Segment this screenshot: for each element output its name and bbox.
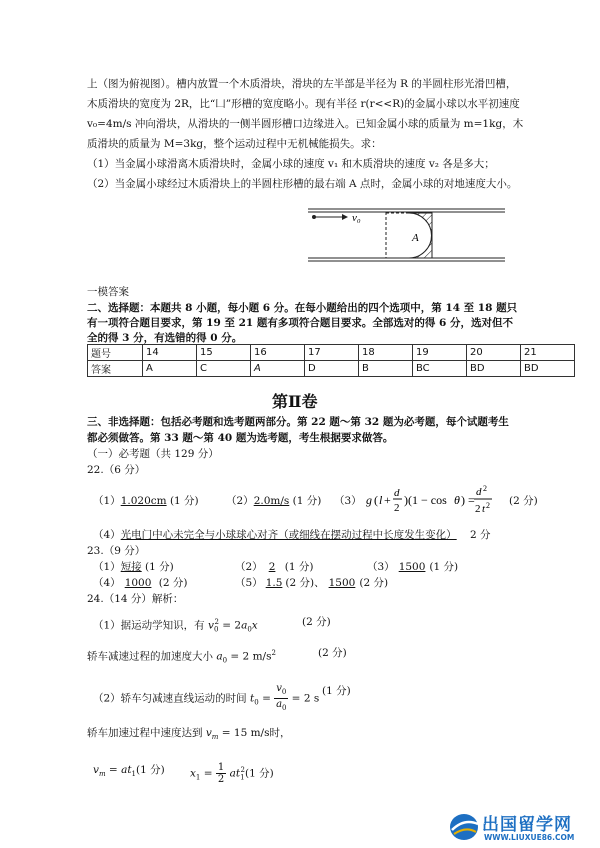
- watermark-logo: [448, 810, 596, 846]
- table-row: [88, 361, 575, 377]
- q22-part1: （1）1.020cm (1 分): [93, 495, 199, 507]
- table-cell: BC: [413, 361, 467, 377]
- table-cell: 答案: [88, 361, 143, 377]
- svg-text:θ: θ: [454, 493, 460, 507]
- svg-text:2: 2: [483, 484, 487, 493]
- metal-ball: [312, 215, 316, 219]
- required-heading: （一）必考题（共 129 分）: [87, 448, 219, 460]
- svg-text:2: 2: [475, 503, 481, 515]
- table-cell: BD: [467, 361, 521, 377]
- answer-table: [87, 344, 575, 377]
- table-cell: C: [197, 361, 251, 377]
- svg-text:d: d: [476, 486, 482, 498]
- table-row: [88, 345, 575, 361]
- q23-item: （1）短接 (1 分): [93, 561, 174, 573]
- table-cell: 20: [467, 345, 521, 361]
- table-cell: 14: [143, 345, 197, 361]
- table-cell: 17: [305, 345, 359, 361]
- svg-text:) =: ) =: [461, 493, 475, 507]
- q24-step3: （2）轿车匀减速直线运动的时间 $t_0$ = $\frac{v_0}{a_0}$ = 2 s: [93, 683, 320, 712]
- svg-text:l: l: [379, 493, 383, 507]
- question-1: （1）当金属小球滑离木质滑块时，金属小球的速度 v₁ 和木质滑块的速度 v₂ 各是多大；: [87, 158, 495, 170]
- part2-intro-1: 三、非选择题：包括必考题和选考题两部分。第 22 题～第 32 题为必考题，每个试题考生: [87, 416, 509, 428]
- globe-icon: [448, 812, 480, 842]
- table-cell: A: [143, 361, 197, 377]
- answers-heading: 一模答案: [87, 286, 129, 298]
- q23-item: （4） 1000 (2 分): [93, 577, 188, 589]
- problem-line-1: 上（图为俯视图）。槽内放置一个木质滑块，滑块的左半部是半径为 R 的半圆柱形光滑凹槽，: [87, 78, 517, 90]
- q22-part3-label: （3）: [334, 495, 362, 507]
- watermark-brand: 出国留学网: [482, 815, 572, 835]
- q24-heading: 24.（14 分）解析：: [87, 593, 184, 605]
- q24-step1-points: (2 分): [302, 616, 331, 628]
- q23-item: （3） 1500 (1 分): [367, 561, 459, 573]
- table-cell: B: [359, 361, 413, 377]
- slider-figure: [300, 205, 510, 265]
- table-cell: D: [305, 361, 359, 377]
- q22-part2: （2）2.0m/s (1 分): [226, 495, 322, 507]
- q24-step2-points: (2 分): [318, 647, 347, 659]
- question-2: （2）当金属小球经过木质滑块上的半圆柱形槽的最右端 A 点时，金属小球的对地速度大小。: [87, 178, 518, 190]
- v0-label: v₀: [352, 212, 361, 224]
- table-cell: 18: [359, 345, 413, 361]
- q24-step1: （1）据运动学知识，有 $v_0^2 = 2a_0x$: [93, 618, 258, 634]
- svg-text:(: (: [374, 493, 378, 507]
- problem-line-4: 质滑块的质量为 M=3kg，整个运动过程中无机械能损失。求：: [87, 138, 382, 150]
- svg-text:g: g: [366, 493, 372, 507]
- q24-step3-points: (1 分): [322, 685, 351, 697]
- svg-text:2: 2: [486, 501, 490, 510]
- problem-line-3: v₀=4m/s 冲向滑块，从滑块的一侧半圆形槽口边缘进入。已知金属小球的质量为 m=1kg，木: [87, 118, 524, 130]
- svg-text:2: 2: [394, 502, 400, 514]
- section2-line-1: 二、选择题：本题共 8 小题，每小题 6 分。在每小题给出的四个选项中，第 14 至 18 题只: [87, 302, 518, 314]
- section2-line-3: 全的得 3 分，有选错的得 0 分。: [87, 332, 243, 344]
- svg-text:d: d: [394, 487, 400, 499]
- svg-text:t: t: [482, 503, 486, 515]
- table-cell: 题号: [88, 345, 143, 361]
- part2-title: 第Ⅱ卷: [272, 392, 318, 411]
- table-cell: A: [251, 361, 305, 377]
- table-cell: 16: [251, 345, 305, 361]
- q22-formula: [364, 482, 494, 522]
- q24-step4: 轿车加速过程中速度达到 $v_m = 15$ m/s时，: [87, 727, 291, 742]
- q24-step5b: $x_1$ = $\frac{1}{2}$ $at_1^2(1$ 分): [190, 762, 274, 785]
- point-a-label: A: [412, 232, 419, 244]
- table-cell: BD: [521, 361, 575, 377]
- table-cell: 15: [197, 345, 251, 361]
- table-cell: 19: [413, 345, 467, 361]
- q23-item: （5） 1.5 (2 分)、 1500 (2 分): [235, 577, 389, 589]
- part2-intro-2: 都必须做答。第 33 题～第 40 题为选考题，考生根据要求做答。: [87, 432, 394, 444]
- q23-item: （2） 2 (1 分): [235, 561, 314, 573]
- table-cell: 21: [521, 345, 575, 361]
- svg-text:)(1 − cos: )(1 − cos: [404, 493, 447, 507]
- q22-part3-points: (2 分): [509, 495, 538, 507]
- section2-line-2: 有一项符合题目要求，第 19 至 21 题有多项符合题目要求。全部选对的得 6 分，选对但不: [87, 317, 513, 329]
- svg-text:+: +: [384, 493, 391, 507]
- q24-step5a: $v_m = at_1(1$ 分): [93, 764, 165, 779]
- q24-step2: 轿车减速过程的加速度大小 $a_0 = 2$ $m/s^2$: [87, 649, 276, 665]
- q22-part4: （4）光电门中心未完全与小球球心对齐（或细线在摆动过程中长度发生变化） 2 分: [93, 529, 491, 541]
- q23-heading: 23.（9 分）: [87, 545, 146, 557]
- q22-heading: 22.（6 分）: [87, 464, 146, 476]
- watermark-url: WWW.LIUXUE86.COM: [484, 833, 575, 842]
- problem-line-2: 木质滑块的宽度为 2R，比“凵”形槽的宽度略小。现有半径 r(r<<R)的金属小球以水平初速度: [87, 98, 520, 110]
